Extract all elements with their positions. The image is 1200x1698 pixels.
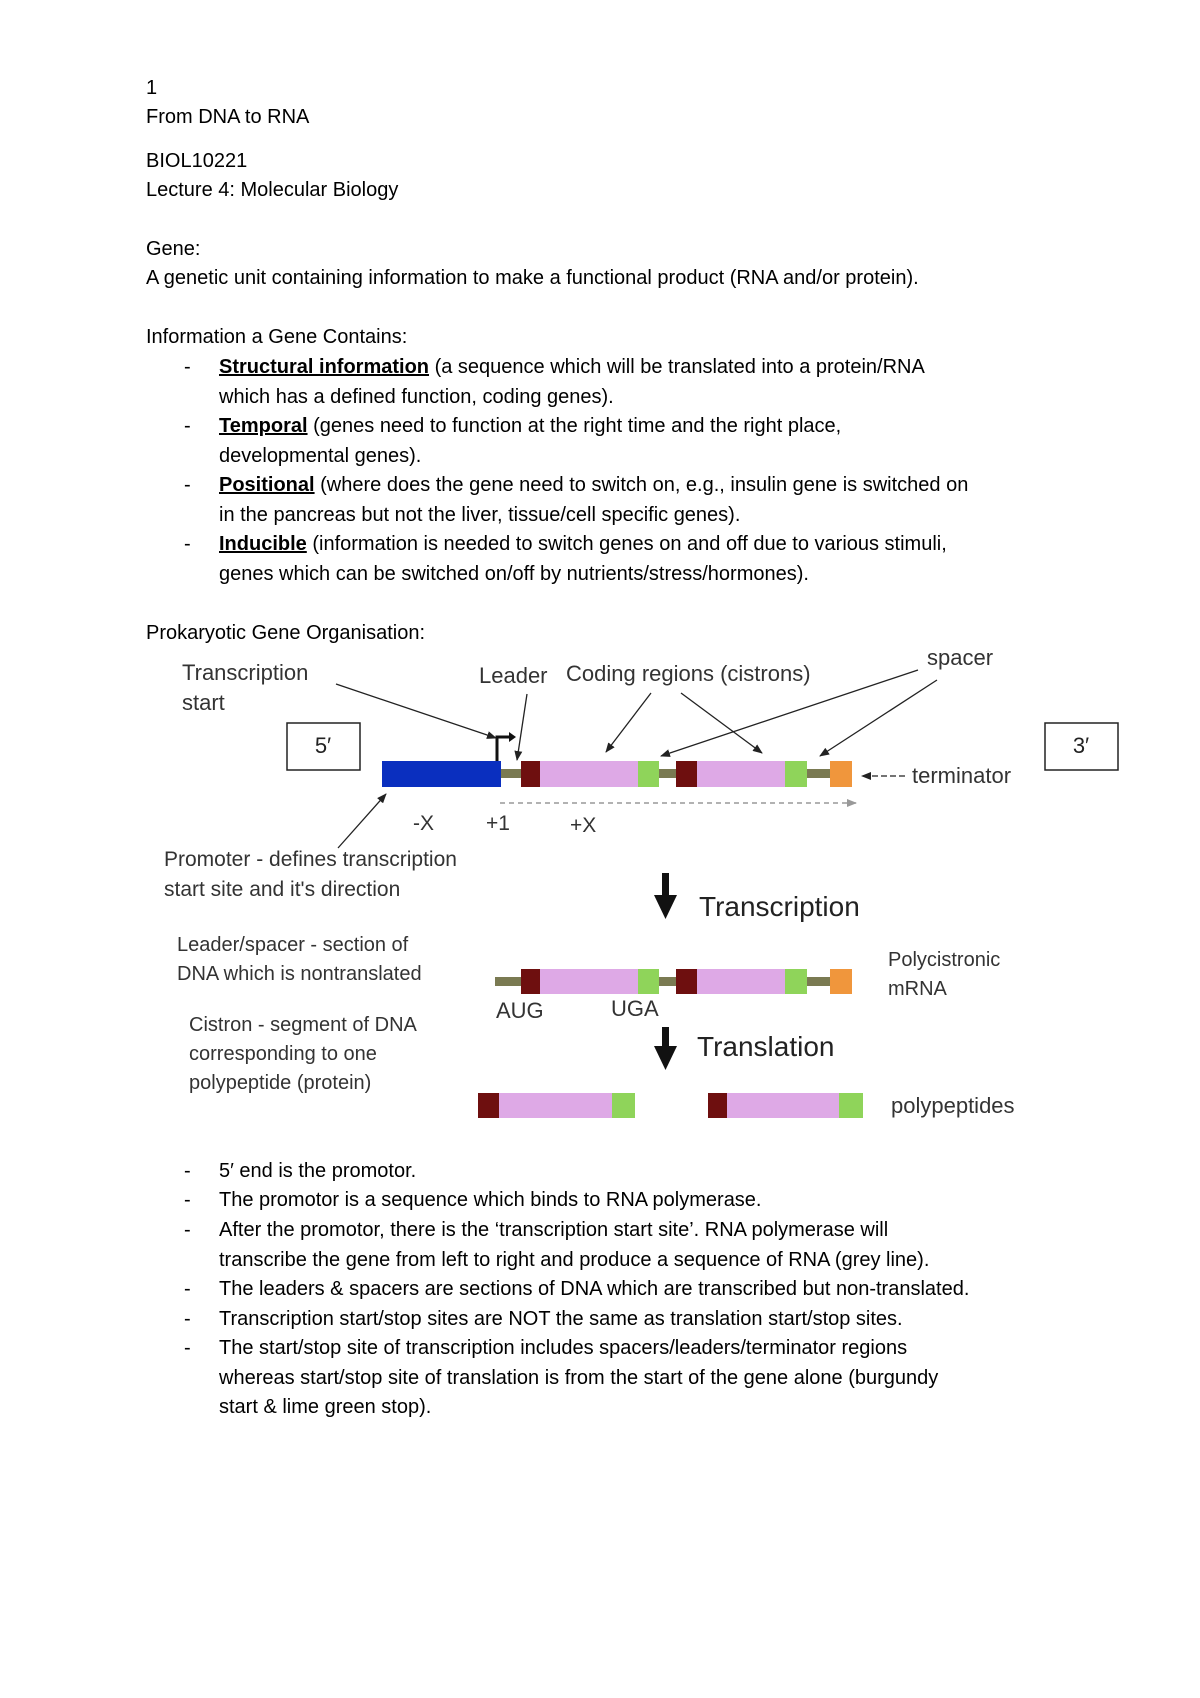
document-page: 1 From DNA to RNA BIOL10221 Lecture 4: Molecular Biology Gene: A genetic unit containing information to make a functional product (RNA and/or protein). Information a Gene Contains: - Structural information (a sequence which will be translated into a protein/RNA which has a defined function, coding genes). - Temporal (genes need to function at the right time and the right place, developmental genes). - Positional (where does the gene need to switch on, e.g., insulin gene is switched on in the pancreas but not the liver, tissue/cell specific genes). - Inducible (information is needed to switch genes on and off due to various stimuli, genes which can be switched on/off by nutrients/stress/hormones). Prokaryotic Gene Organisation: Transcription start Leader Coding regions (cistrons) spacer 5′ 3′ terminator -X +1 +X Promoter - defines transcription start site and it's direction Transcription Leader/spacer - section of DNA which is nontranslated Polycistronic mRNA AUG UGA Cistron - segment of DNA corresponding to one polypeptide (protein) Translation polypeptides - 5′ end is the promotor. - The promotor is a sequence which binds to RNA polymerase. - After the promotor, there is the ‘transcription start site’. RNA polymerase will transcribe the gene from left to right and produce a sequence of RNA (grey line). - The leaders & spacers are sections of DNA which are transcribed but non-translated. - Transcription start/stop sites are NOT the same as translation start/stop sites. - The start/stop site of transcription includes spacers/leaders/terminator regions whereas start/stop site of translation is from the start of the gene alone (burgundy start & lime green stop). (0, 0, 1200, 1698)
translation-label: Translation (697, 1031, 835, 1062)
info-heading: Information a Gene Contains: (146, 326, 408, 348)
transcription-label: Transcription (699, 891, 860, 922)
aug-label: AUG (496, 998, 544, 1023)
stop-codon-block (638, 761, 659, 787)
stop-codon-block (839, 1093, 863, 1118)
polycistronic-label: Polycistronic (888, 949, 1001, 971)
plus-x-label: +X (570, 814, 597, 837)
stop-codon-block (638, 969, 659, 994)
uga-label: UGA (611, 996, 659, 1021)
list-item-keyword: Positional (219, 474, 315, 496)
cistron-definition: Cistron - segment of DNA (189, 1014, 417, 1036)
start-codon-block (521, 761, 540, 787)
list-item-keyword: Inducible (219, 533, 307, 555)
page-title: From DNA to RNA (146, 106, 310, 128)
transcription-start-label-2: start (182, 690, 225, 715)
start-codon-block (676, 969, 697, 994)
leader-label: Leader (479, 663, 548, 688)
leader-spacer-definition-2: DNA which is nontranslated (177, 963, 422, 985)
coding-block (499, 1093, 612, 1118)
lecture-title: Lecture 4: Molecular Biology (146, 179, 399, 201)
pointer-arrow (681, 693, 762, 753)
coding-block (540, 761, 638, 787)
promoter-block (382, 761, 501, 787)
pointer-arrow (606, 693, 651, 752)
transcription-arrow (654, 873, 677, 919)
coding-block (697, 969, 785, 994)
cistron-definition-3: polypeptide (protein) (189, 1072, 372, 1094)
cistron-definition-2: corresponding to one (189, 1043, 377, 1065)
list-item-keyword: Temporal (219, 415, 308, 437)
stop-codon-block (785, 969, 807, 994)
promoter-label: Promoter - defines transcription (164, 848, 457, 871)
transcription-start-label: Transcription (182, 660, 309, 685)
page-number: 1 (146, 77, 158, 99)
polypeptides-label: polypeptides (891, 1093, 1015, 1118)
coding-regions-label: Coding regions (cistrons) (566, 661, 811, 686)
three-prime-label: 3′ (1072, 733, 1090, 758)
gene-definition: A genetic unit containing information to make a functional product (RNA and/or protein). (146, 267, 919, 289)
polycistronic-label-2: mRNA (888, 978, 947, 1000)
stop-codon-block (785, 761, 807, 787)
stop-codon-block (612, 1093, 635, 1118)
coding-block (540, 969, 638, 994)
leader-spacer-definition: Leader/spacer - section of (177, 934, 409, 956)
translation-arrow (654, 1027, 677, 1070)
gene-organisation-diagram (0, 640, 1200, 1130)
promoter-label-2: start site and it's direction (164, 878, 401, 901)
pointer-arrow (820, 680, 937, 756)
terminator-block (830, 761, 852, 787)
course-code: BIOL10221 (146, 150, 248, 172)
start-codon-block (478, 1093, 499, 1118)
coding-block (697, 761, 785, 787)
minus-x-label: -X (413, 812, 434, 835)
gene-heading: Gene: (146, 238, 201, 260)
five-prime-label: 5′ (314, 733, 332, 758)
coding-block (727, 1093, 839, 1118)
start-codon-block (676, 761, 697, 787)
pointer-arrow (338, 794, 386, 848)
list-item-keyword: Structural information (219, 356, 430, 378)
transcription-start-arrow (497, 737, 511, 761)
pointer-arrow (517, 694, 527, 760)
terminator-block (830, 969, 852, 994)
prokaryotic-heading: Prokaryotic Gene Organisation: (146, 622, 426, 644)
start-codon-block (708, 1093, 727, 1118)
plus-one-label: +1 (486, 812, 510, 835)
terminator-label: terminator (912, 763, 1012, 788)
spacer-label: spacer (927, 645, 994, 670)
start-codon-block (521, 969, 540, 994)
